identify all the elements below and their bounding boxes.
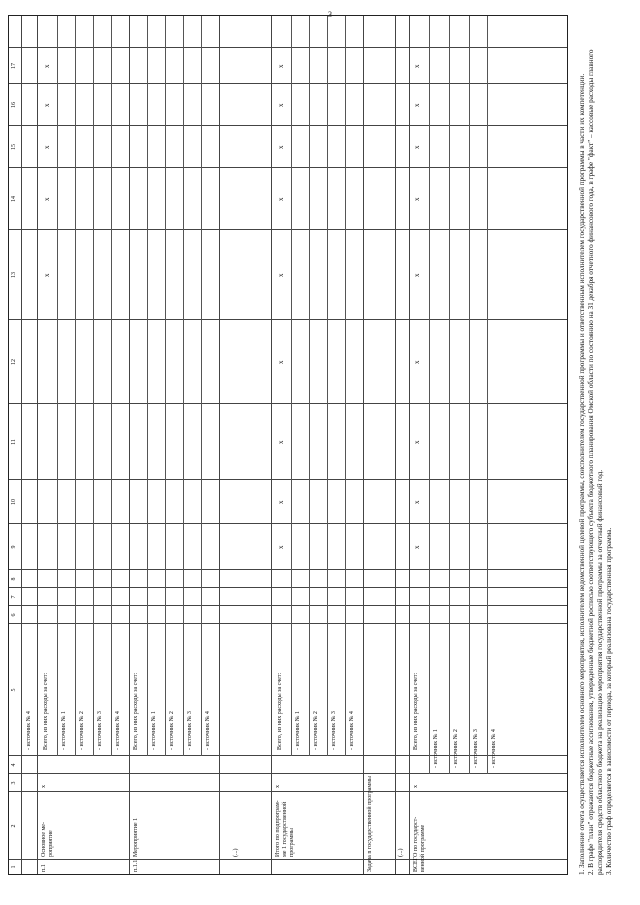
source-2-label: - источник № 2 xyxy=(453,729,459,768)
source-2-label: - источник № 2 xyxy=(79,711,85,750)
x-mark: х xyxy=(41,785,47,788)
column-number: 5 xyxy=(11,688,17,692)
x-mark: х xyxy=(43,197,51,201)
source-3-label: - источник № 3 xyxy=(187,711,193,750)
x-mark: х xyxy=(413,145,421,149)
x-mark: х xyxy=(413,64,421,68)
column-number: 13 xyxy=(11,272,17,278)
source-4-label: - источник № 4 xyxy=(491,729,497,768)
x-mark: х xyxy=(413,440,421,444)
x-mark: х xyxy=(43,273,51,277)
column-number: 12 xyxy=(11,359,17,365)
x-mark: х xyxy=(275,785,281,788)
column-number: 8 xyxy=(11,577,17,581)
task-n-row: Задача n государственной программы xyxy=(367,775,373,872)
row-name: Основное ме- роприятие xyxy=(41,822,54,857)
x-mark: х xyxy=(413,785,419,788)
x-mark: х xyxy=(413,545,421,549)
source-4-label: - источник № 4 xyxy=(349,711,355,750)
source-4-label: - источник № 4 xyxy=(115,711,121,750)
program-total-name: ВСЕГО по государст- венной программе xyxy=(413,816,426,872)
column-number: 9 xyxy=(11,545,17,549)
column-number: 7 xyxy=(11,595,17,599)
x-mark: х xyxy=(43,64,51,68)
ellipsis-row: (...) xyxy=(233,848,239,857)
x-mark: х xyxy=(413,197,421,201)
column-number: 3 xyxy=(11,781,17,785)
column-number: 4 xyxy=(11,763,17,767)
row-name: Мероприятие 1 xyxy=(133,817,139,857)
source-1-label: - источник № 1 xyxy=(295,711,301,750)
column-number: 16 xyxy=(11,102,17,108)
source-4-label: - источник № 4 xyxy=(26,711,32,750)
x-mark: х xyxy=(277,103,285,107)
total-label: Всего, из них расходы за счет: xyxy=(413,672,419,750)
x-mark: х xyxy=(413,500,421,504)
source-1-label: - источник № 1 xyxy=(433,729,439,768)
row-code: п.1.1 xyxy=(133,859,139,872)
column-number: 2 xyxy=(11,824,17,828)
x-mark: х xyxy=(277,197,285,201)
x-mark: х xyxy=(413,360,421,364)
source-3-label: - источник № 3 xyxy=(473,729,479,768)
source-3-label: - источник № 3 xyxy=(331,711,337,750)
column-number: 17 xyxy=(11,63,17,69)
column-number: 14 xyxy=(11,196,17,202)
x-mark: х xyxy=(413,273,421,277)
x-mark: х xyxy=(277,273,285,277)
x-mark: х xyxy=(277,64,285,68)
x-mark: х xyxy=(43,145,51,149)
footnotes xyxy=(578,15,614,875)
subprogram-total-name: Итого по подпрограм- ме 1 государственной программы xyxy=(275,800,295,857)
x-mark: х xyxy=(277,545,285,549)
x-mark: х xyxy=(43,103,51,107)
source-4-label: - источник № 4 xyxy=(205,711,211,750)
x-mark: х xyxy=(277,145,285,149)
footnote-2: 2. В графе "план" отражаются бюджетные ассигнования, утвержденные бюджетной росписью соответствующего субъекта бюджетного планирования Омской области по состоянию на 31 декабря отчетного финансового года, в графе "факт" – кассовые расходы главного распорядителя средств областного бюджета на реализацию мероприятия государственной программы за отчетный финансовый год. xyxy=(587,49,604,875)
source-2-label: - источник № 2 xyxy=(169,711,175,750)
source-1-label: - источник № 1 xyxy=(61,711,67,750)
x-mark: х xyxy=(277,500,285,504)
x-mark: х xyxy=(277,360,285,364)
footnote-1: 1. Заполнение отчета осуществляется исполнителем основного мероприятия, исполнителем ведомственной целевой программы, соисполнителем государственной программы и ответственным исполнителем государственной программы в части их компетенции. xyxy=(578,73,586,875)
footnote-3: 3. Количество граф определяется в зависимости от периода, за который реализована государственная программа. xyxy=(605,527,613,875)
source-3-label: - источник № 3 xyxy=(97,711,103,750)
page-number: 3 xyxy=(328,10,332,19)
column-number: 1 xyxy=(11,865,17,869)
total-label: Всего, из них расходы за счет: xyxy=(133,672,139,750)
x-mark: х xyxy=(277,440,285,444)
source-1-label: - источник № 1 xyxy=(151,711,157,750)
report-table xyxy=(8,15,568,875)
column-number: 6 xyxy=(11,613,17,617)
x-mark: х xyxy=(413,103,421,107)
column-number: 15 xyxy=(11,144,17,150)
column-number: 11 xyxy=(11,439,17,445)
column-number: 10 xyxy=(11,499,17,505)
ellipsis-row: (...) xyxy=(398,848,404,857)
row-code: п.1 xyxy=(41,864,47,872)
total-label: Всего, из них расходы за счет: xyxy=(43,672,49,750)
total-label: Всего, из них расходы за счет: xyxy=(277,672,283,750)
source-2-label: - источник № 2 xyxy=(313,711,319,750)
